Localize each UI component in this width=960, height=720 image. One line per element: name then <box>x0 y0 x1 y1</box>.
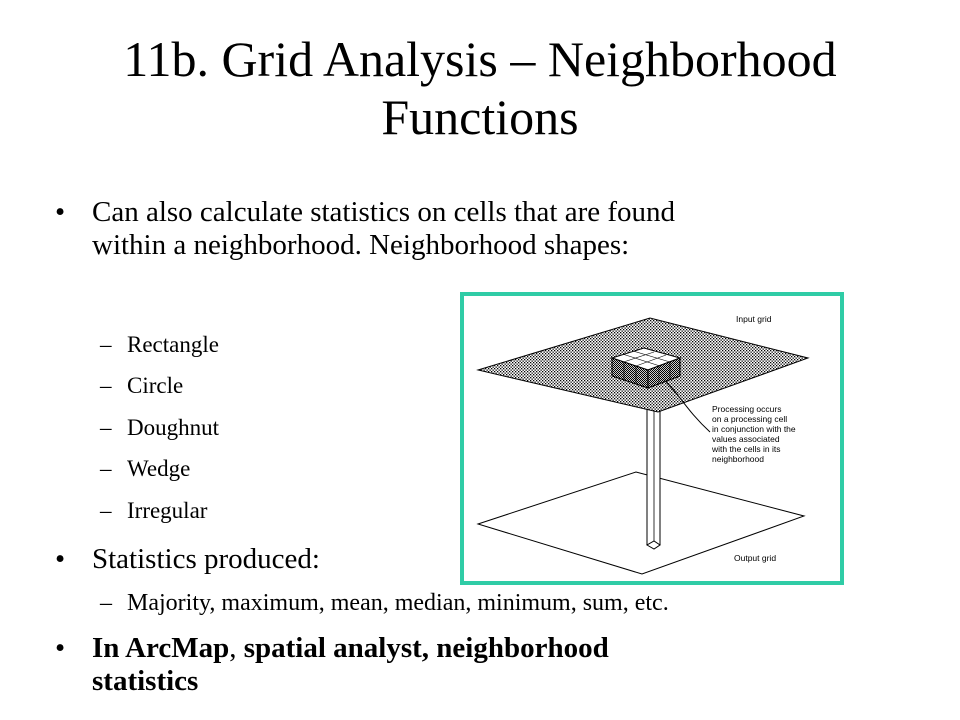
diagram-svg <box>464 296 840 581</box>
input-grid-label: Input grid <box>736 314 772 324</box>
bullet-arcmap <box>55 632 855 702</box>
output-grid-label: Output grid <box>734 553 777 563</box>
callout-line-4: values associated <box>712 434 780 444</box>
bullet-text-line-1: Can also calculate statistics on cells that are found <box>92 196 676 228</box>
dash-glyph: – <box>100 415 112 440</box>
arcmap-text: In ArcMap <box>92 632 230 664</box>
dash-glyph: – <box>100 456 112 481</box>
bullet-glyph: • <box>55 632 66 664</box>
title-line-1: 11b. Grid Analysis – Neighborhood <box>123 31 837 87</box>
slide-title <box>20 30 940 146</box>
statistics-text: statistics <box>92 665 199 697</box>
shape-label: Irregular <box>127 498 208 523</box>
dash-glyph: – <box>100 590 112 616</box>
shape-label: Doughnut <box>127 415 219 440</box>
dash-glyph: – <box>100 498 112 523</box>
bullet-glyph: • <box>55 543 66 575</box>
neighborhood-diagram <box>460 292 844 585</box>
callout-text <box>711 404 796 464</box>
dash-glyph: – <box>100 373 112 398</box>
callout-line-1: Processing occurs <box>712 404 782 414</box>
dash-glyph: – <box>100 332 112 357</box>
bullet-neighborhood-stats <box>55 196 875 266</box>
bullet-glyph: • <box>55 196 66 228</box>
shape-label: Circle <box>127 373 184 398</box>
bullet-text: Statistics produced: <box>92 543 320 575</box>
shape-label: Rectangle <box>127 332 219 357</box>
callout-line-6: neighborhood <box>712 454 764 464</box>
shape-label: Wedge <box>127 456 191 481</box>
bullet-text-line-2: within a neighborhood. Neighborhood shapes: <box>92 229 630 261</box>
callout-line-3: in conjunction with the <box>712 424 796 434</box>
spatial-analyst-text: spatial analyst, neighborhood <box>243 632 609 664</box>
statistics-list-text: Majority, maximum, mean, median, minimum, sum, etc. <box>127 590 669 616</box>
arcmap-separator: , <box>229 632 244 664</box>
callout-line-5: with the cells in its <box>712 444 781 454</box>
callout-line-2: on a processing cell <box>712 414 788 424</box>
title-line-2: Functions <box>381 89 579 145</box>
bullet-statistics-produced <box>55 543 455 577</box>
